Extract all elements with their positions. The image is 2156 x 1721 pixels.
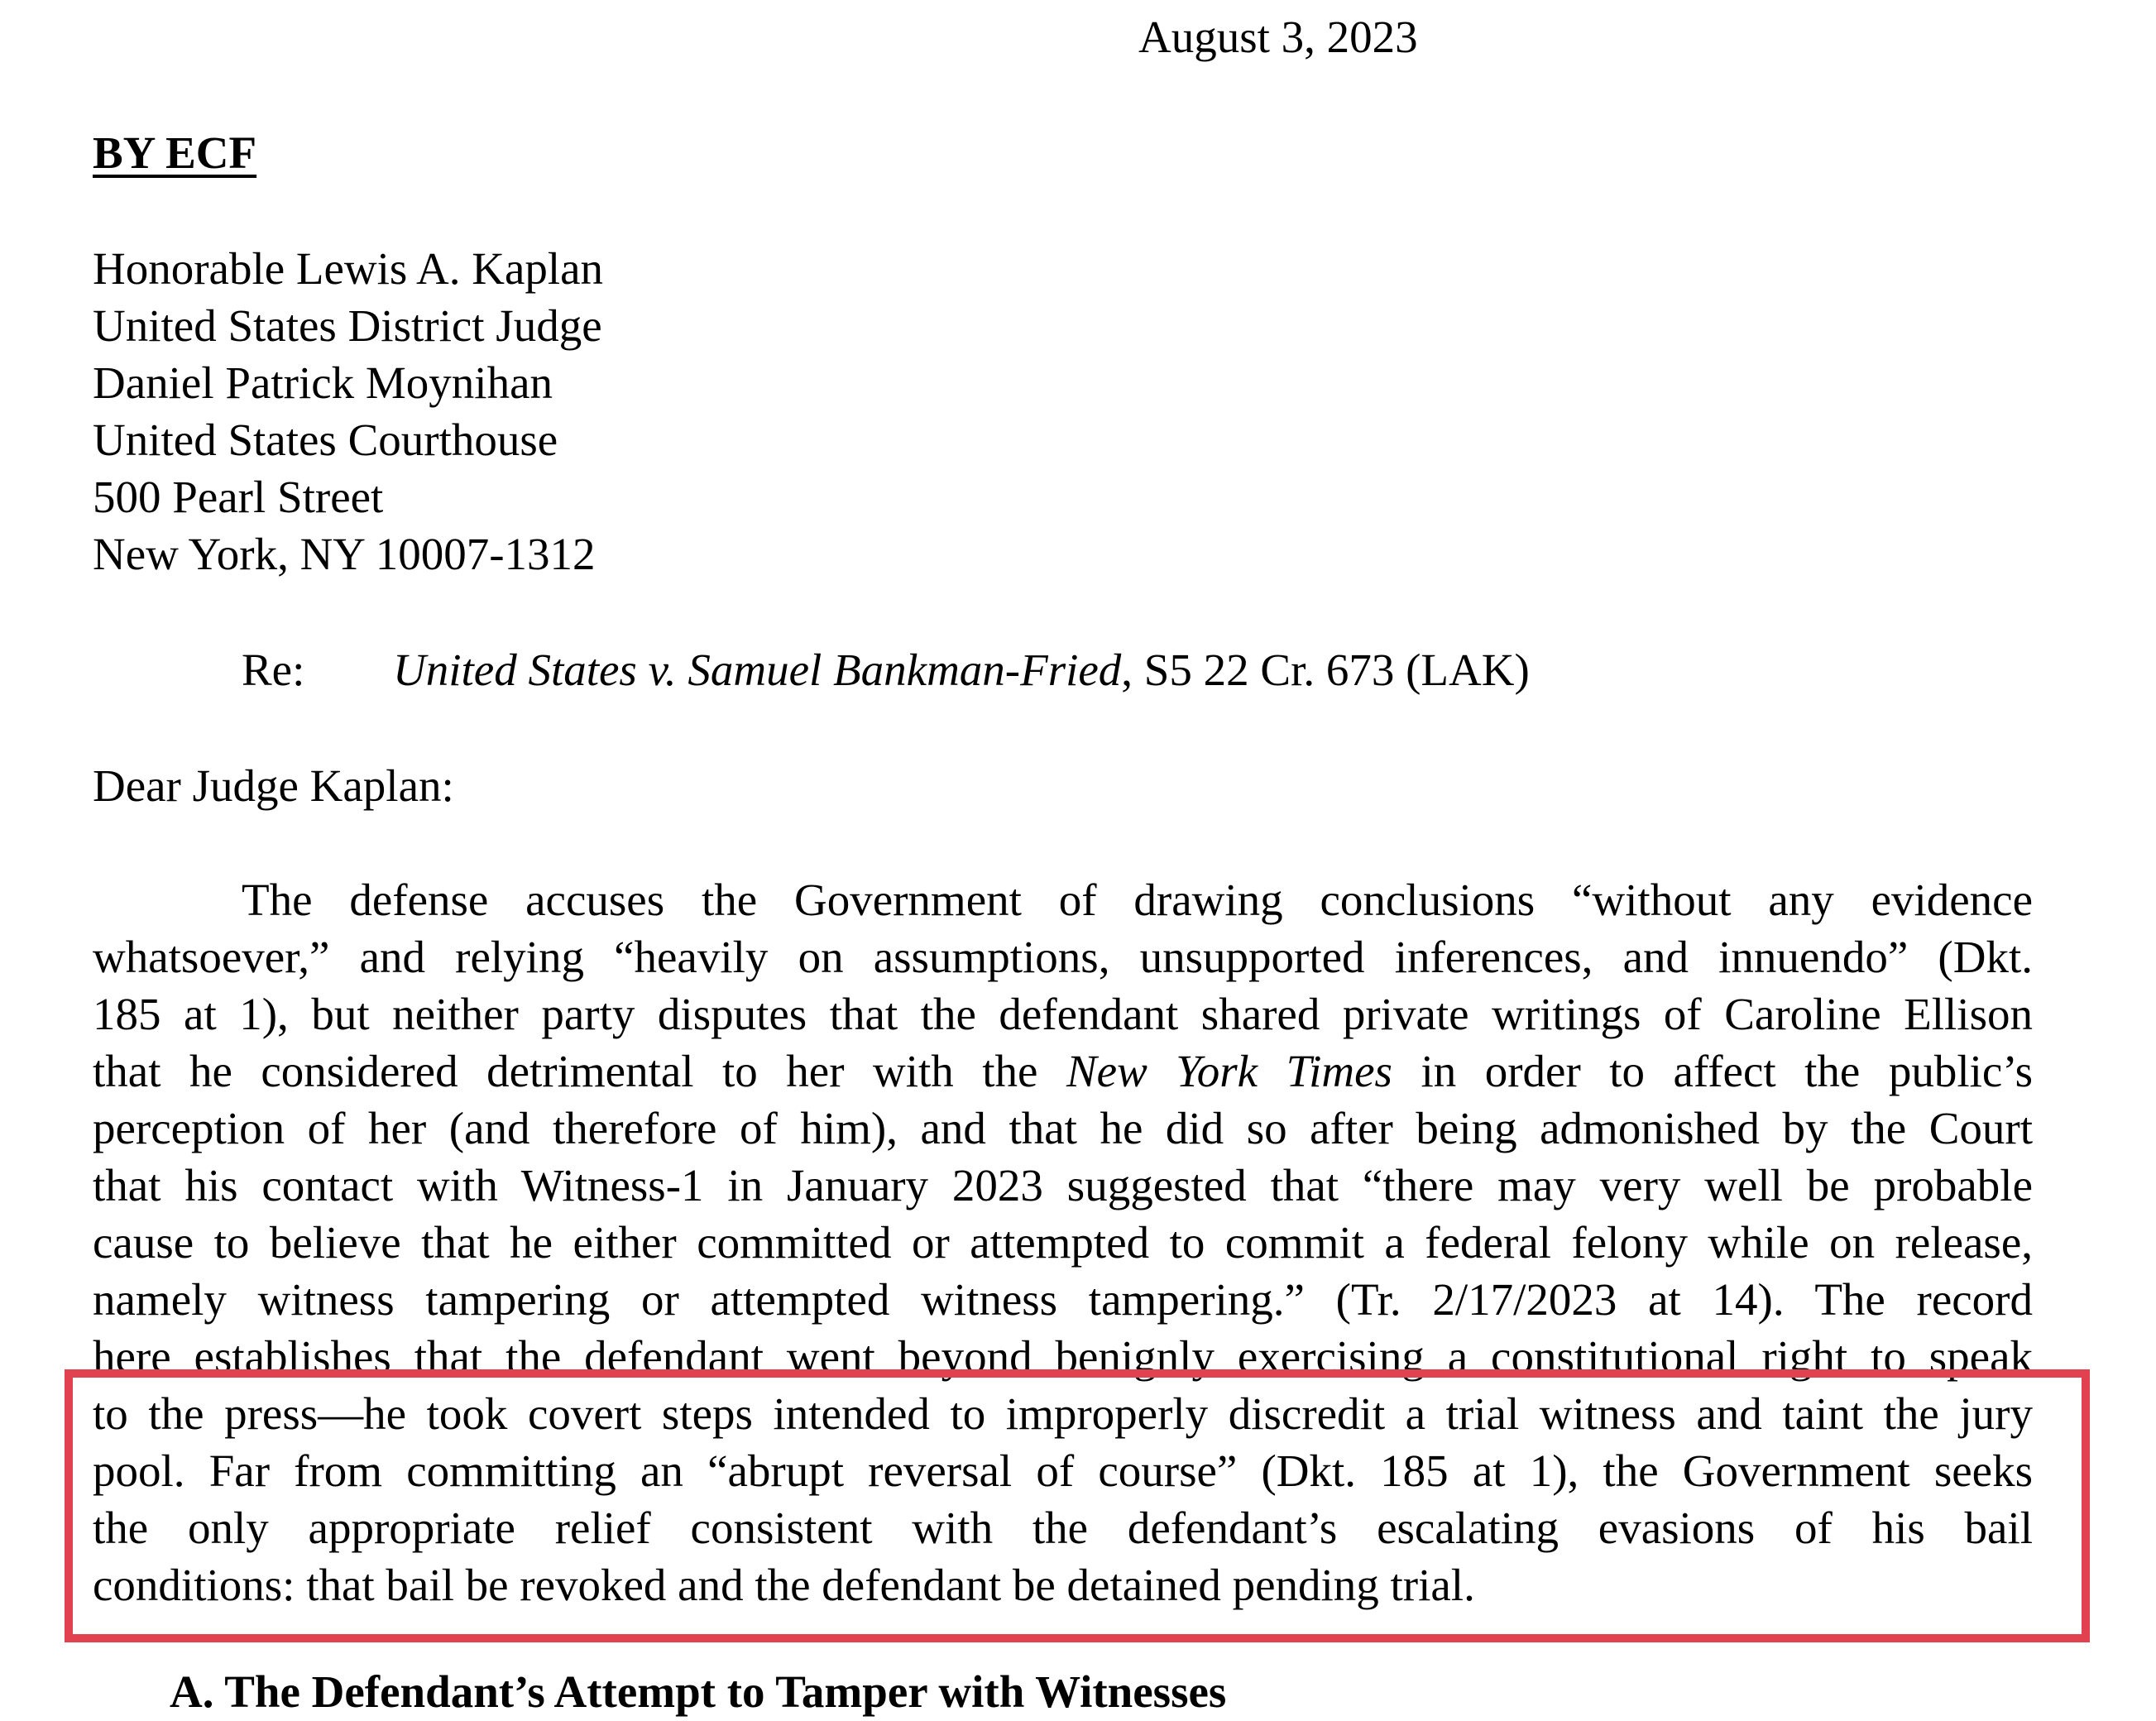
body-line-text: that he considered detrimental to her with the <box>93 1046 1066 1096</box>
re-subject <box>393 641 1530 699</box>
body-line: pool. Far from committing an “abrupt reversal of course” (Dkt. 185 at 1), the Government seeks <box>93 1445 2033 1496</box>
re-label: Re: <box>242 645 305 695</box>
re-case-name: United States v. Samuel Bankman-Fried <box>393 645 1122 695</box>
body-line: here establishes that the defendant went beyond benignly exercising a constitutional right to speak <box>93 1331 2033 1382</box>
body-line: that his contact with Witness-1 in January 2023 suggested that “there may very well be probable <box>93 1160 2033 1210</box>
body-line: cause to believe that he either committed or attempted to commit a federal felony while on release, <box>93 1217 2033 1268</box>
body-line: perception of her (and therefore of him), and that he did so after being admonished by the Court <box>93 1103 2033 1153</box>
body-line-text: in order to affect the public’s <box>1392 1046 2033 1096</box>
body-line: to the press—he took covert steps intended to improperly discredit a trial witness and taint the jury <box>93 1388 2033 1439</box>
delivery-method-heading: BY ECF <box>93 127 257 178</box>
addressee-line: Honorable Lewis A. Kaplan <box>93 243 604 294</box>
body-line: namely witness tampering or attempted witness tampering.” (Tr. 2/17/2023 at 14). The record <box>93 1274 2033 1325</box>
body-line: The defense accuses the Government of drawing conclusions “without any evidence <box>242 875 2033 925</box>
salutation: Dear Judge Kaplan: <box>93 760 454 811</box>
section-heading-partial: A. The Defendant’s Attempt to Tamper with Witnesses <box>170 1666 1227 1717</box>
newspaper-name: New York Times <box>1066 1046 1392 1096</box>
body-line: the only appropriate relief consistent with the defendant’s escalating evasions of his bail <box>93 1503 2033 1553</box>
body-line: 185 at 1), but neither party disputes that the defendant shared private writings of Caroline Ellison <box>93 989 2033 1039</box>
body-line: whatsoever,” and relying “heavily on assumptions, unsupported inferences, and innuendo” (Dkt. <box>93 932 2033 982</box>
re-case-number: , S5 22 Cr. 673 (LAK) <box>1121 645 1530 695</box>
addressee-line: United States District Judge <box>93 300 602 351</box>
body-line: conditions: that bail be revoked and the defendant be detained pending trial. <box>93 1560 1475 1610</box>
addressee-line: 500 Pearl Street <box>93 472 384 522</box>
addressee-line: Daniel Patrick Moynihan <box>93 357 553 408</box>
letter-date: August 3, 2023 <box>1138 12 1418 62</box>
addressee-line: United States Courthouse <box>93 415 558 465</box>
addressee-line: New York, NY 10007-1312 <box>93 529 596 579</box>
body-line <box>93 1043 2033 1100</box>
